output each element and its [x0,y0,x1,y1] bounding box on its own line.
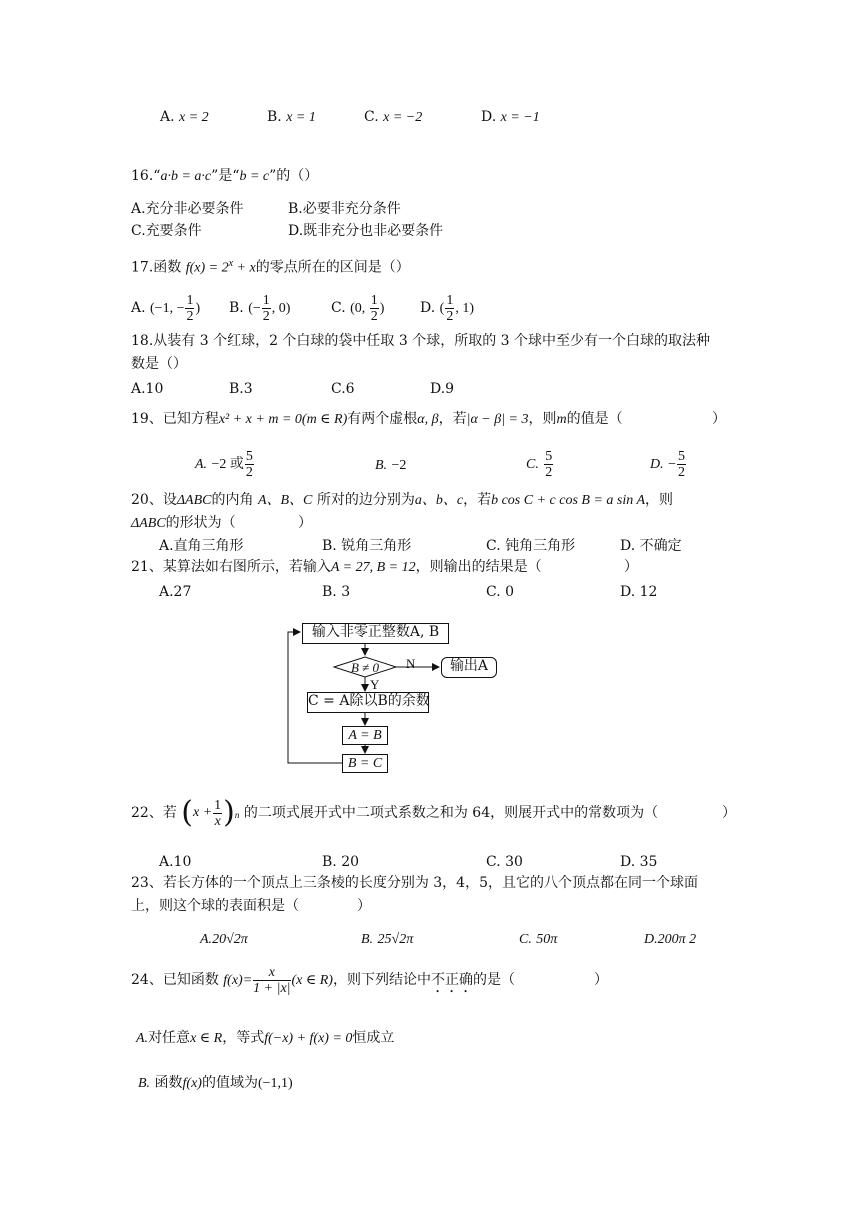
q20-option-a: A.直角三角形 [159,538,244,554]
q15-option-d: D. x = −1 [481,109,540,125]
q23-close-paren: ） [357,898,371,914]
q18-stem-line2: 数是（） [131,356,187,372]
q20-option-c: C. 钝角三角形 [486,538,576,554]
q16-option-a: A.充分非必要条件 [131,201,244,217]
flow-yes-label: Y [370,677,380,692]
q19-option-d: D. − $\frac{5}{2}$ [650,448,685,480]
q17-stem: 17.函数 $f(x) = 2^x + x$的零点所在的区间是（） [131,258,410,276]
q22-option-a: A.10 [159,854,192,870]
q18-option-a: A.10 [131,381,164,397]
q19-option-a: A. −2 或 $\frac{5}{2}$ [195,448,253,480]
flow-step-assign-b: B = C [342,754,388,773]
q20-close-paren: ） [298,515,312,531]
q17-option-c: C. (0, $\frac{1}{2}$ ) [331,292,385,324]
q17-option-b: B. (− $\frac{1}{2}$ , 0) [229,292,291,324]
q16-option-c: C.充要条件 [131,223,202,239]
q16-stem: 16.“a·b = a·c”是“b = c”的（） [131,168,319,184]
q24-stem: 24、已知函数 f(x)= $\frac{x}{1 + |x|}$ (x ∈ R)，则下列结论中不正确的是（ [131,964,515,996]
q23-option-d: D.200π 2 [644,932,697,947]
q22-close-paren: ） [722,805,736,821]
binomial-expression: (x + $\frac{1}{x}$ )$^n$ [181,795,240,830]
flow-input-box: 输入非零正整数A, B [302,623,449,644]
q23-option-a: A.20√2π [200,932,248,947]
q18-option-d: D.9 [430,381,455,397]
q17-option-a: A. (−1, − $\frac{1}{2}$ ) [131,292,201,324]
flow-no-label: N [406,656,416,671]
q20-option-b: B. 锐角三角形 [322,538,412,554]
q22-option-d: D. 35 [620,854,658,870]
q21-close-paren: ） [624,559,638,575]
flow-decision-label: B ≠ 0 [350,660,380,675]
vector-equation-2: b = c [239,169,270,184]
q20-stem-line2: ΔABC的形状为（ [131,515,236,531]
q16-option-b: B.必要非充分条件 [288,201,401,217]
flow-step-assign-a: A = B [342,726,388,745]
q21-option-d: D. 12 [620,584,658,600]
flow-output-box: 输出A [441,657,497,678]
q24-option-b: B. 函数f(x)的值域为(−1,1) [138,1075,293,1091]
emphasized-not-correct: 不正确 [430,972,473,988]
q23-stem-line1: 23、若长方体的一个顶点上三条棱的长度分别为 3，4，5，且它的八个顶点都在同一个球面 [131,875,698,891]
q21-option-b: B. 3 [322,584,351,600]
q22-stem: 22、若 (x + $\frac{1}{x}$ )$^n$ 的二项式展开式中二项式系数之和为 64，则展开式中的常数项为（ [131,795,659,830]
q19-option-b: B. −2 [375,458,407,473]
q18-option-b: B.3 [229,381,253,397]
q18-stem-line1: 18.从装有 3 个红球，2 个白球的袋中任取 3 个球，所取的 3 个球中至少有一个白球的取法种 [131,333,711,349]
q20-option-d: D. 不确定 [620,538,682,554]
q15-option-a: A. x = 2 [160,109,209,125]
q23-option-c: C. 50π [519,932,558,947]
q20-stem-line1: 20、设ΔABC的内角 A、B、C 所对的边分别为a、b、c，若b cos C + c cos B = a sin A，则 [131,492,674,508]
q24-option-a: A.对任意x ∈ R，等式f(−x) + f(x) = 0恒成立 [136,1030,395,1046]
q15-option-b: B. x = 1 [267,109,316,125]
q17-option-d: D. ( $\frac{1}{2}$ , 1) [420,292,474,324]
q23-option-b: B. 25√2π [361,932,414,947]
q22-option-c: C. 30 [486,854,523,870]
q21-option-a: A.27 [159,584,192,600]
q15-option-c: C. x = −2 [364,109,423,125]
q21-stem: 21、某算法如右图所示，若输入A = 27, B = 12，则输出的结果是（ [131,559,542,575]
q19-stem: 19、已知方程x² + x + m = 0(m ∈ R)有两个虚根α, β，若|α − β| = 3，则m的值是（ [131,411,623,427]
q21-option-c: C. 0 [486,584,515,600]
q16-option-d: D.既非充分也非必要条件 [288,223,444,239]
q18-option-c: C.6 [331,381,355,397]
flow-step-remainder: C = A除以B的余数 [307,692,429,713]
vector-equation-1: a·b = a·c [160,169,212,184]
q22-option-b: B. 20 [322,854,360,870]
q24-close-paren: ） [594,972,608,988]
q19-close-paren: ） [712,411,726,427]
q23-stem-line2: 上，则这个球的表面积是（ [131,898,299,914]
q19-option-c: C. $\frac{5}{2}$ [526,448,553,480]
